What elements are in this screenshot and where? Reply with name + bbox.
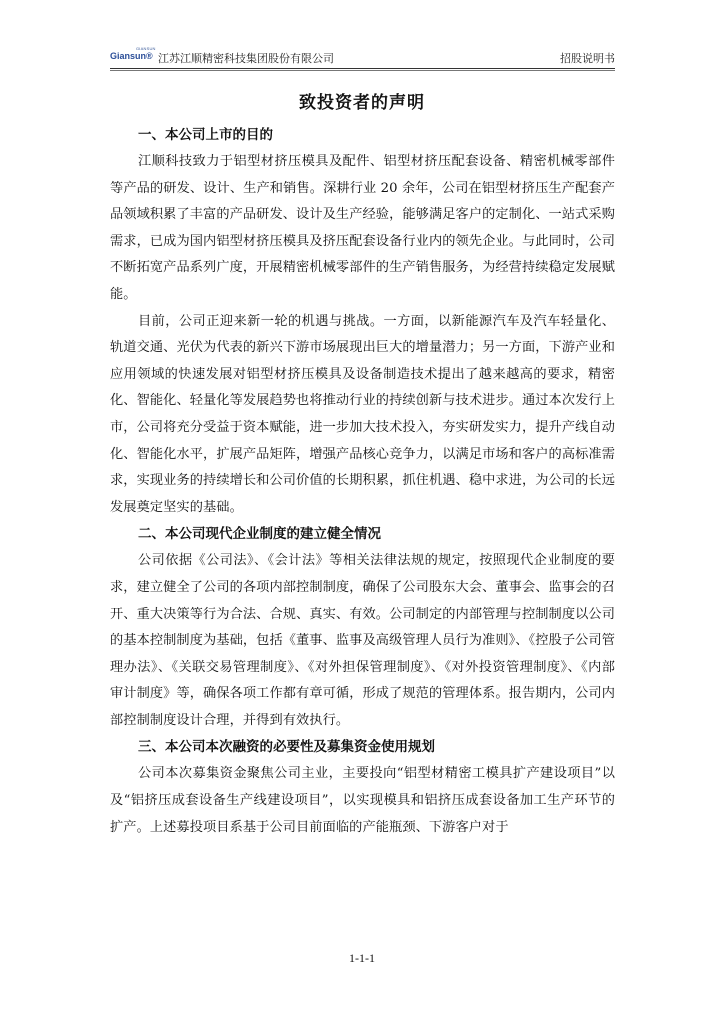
document-body	[110, 122, 615, 841]
paragraph-fundraising-plan: 公司本次募集资金聚焦公司主业，主要投向“铝型材精密工模具扩产建设项目”以及“铝挤压成套设备生产线建设项目”，以实现模具和铝挤压成套设备加工生产环节的扩产。上述募投项目系基于公司目前面临的产能瓶颈、下游客户对于	[110, 766, 615, 835]
page-title: 致投资者的声明	[299, 93, 425, 113]
page-number: 1-1-1	[349, 951, 375, 965]
page-header	[110, 48, 615, 66]
section-heading-financing: 三、本公司本次融资的必要性及募集资金使用规划	[138, 739, 435, 756]
logo-text: Giansun®	[110, 51, 153, 61]
section-heading-purpose: 一、本公司上市的目的	[138, 127, 273, 143]
header-divider-thin	[110, 70, 615, 71]
section-heading-governance: 二、本公司现代企业制度的建立健全情况	[138, 526, 381, 543]
header-divider	[110, 68, 615, 69]
paragraph-internal-control: 公司依据《公司法》、《会计法》等相关法律法规的规定，按照现代企业制度的要求，建立健全了公司的各项内部控制制度，确保了公司股东大会、董事会、监事会的召开、重大决策等行为合法、合规、真实、有效。公司制定的内部管理与控制制度以公司的基本控制制度为基础，包括《董事、监事及高级管理人员行为准则》、《控股子公司管理办法》、《关联交易管理制度》、《对外担保管理制度》、《对外投资管理制度》、《内部审计制度》等，确保各项工作都有章可循，形成了规范的管理体系。报告期内，公司内部控制制度设计合理，并得到有效执行。	[110, 553, 616, 728]
header-document-type: 招股说明书	[560, 52, 615, 65]
paragraph-business-overview: 江顺科技致力于铝型材挤压模具及配件、铝型材挤压配套设备、精密机械零部件等产品的研发、设计、生产和销售。深耕行业 20 余年，公司在铝型材挤压生产配套产品领域积累了丰富的产品研发、设计及生产经验，能够满足客户的定制化、一站式采购需求，已成为国内铝型材挤压模具及挤压配套设备行业内的领先企业。与此同时，公司不断拓宽产品系列广度，开展精密机械零部件的生产销售服务，为经营持续稳定发展赋能。	[110, 154, 615, 302]
logo-small-text: GIANSUN	[136, 46, 156, 51]
header-company-name: 江苏江顺精密科技集团股份有限公司	[158, 52, 334, 65]
paragraph-opportunities: 目前，公司正迎来新一轮的机遇与挑战。一方面，以新能源汽车及汽车轻量化、轨道交通、光伏为代表的新兴下游市场展现出巨大的增量潜力；另一方面，下游产业和应用领域的快速发展对铝型材挤压模具及设备制造技术提出了越来越高的要求，精密化、智能化、轻量化等发展趋势也将推动行业的持续创新与技术进步。通过本次发行上市，公司将充分受益于资本赋能，进一步加大技术投入，夯实研发实力，提升产线自动化、智能化水平，扩展产品矩阵，增强产品核心竞争力，以满足市场和客户的高标准需求，实现业务的持续增长和公司价值的长期积累，抓住机遇、稳中求进，为公司的长远发展奠定坚实的基础。	[110, 313, 615, 515]
company-logo	[110, 46, 156, 62]
